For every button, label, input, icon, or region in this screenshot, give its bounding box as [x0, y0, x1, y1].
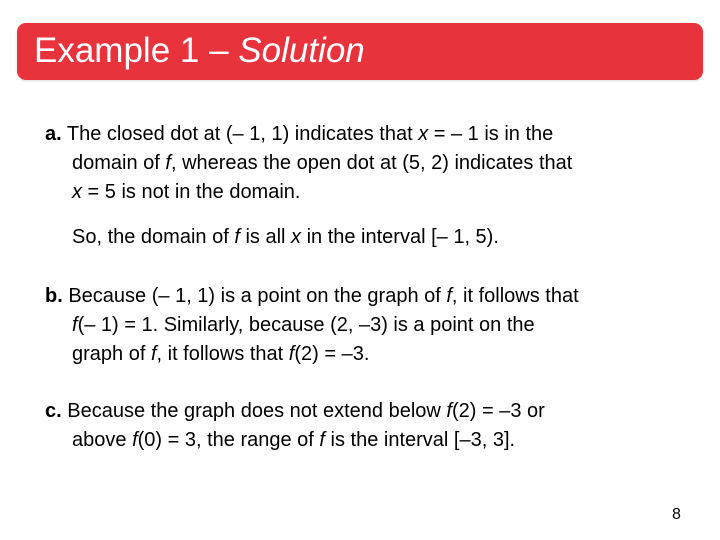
- part-c-line-2: [45, 426, 545, 455]
- part-c-paragraph: [45, 397, 545, 455]
- slide-title: [34, 31, 365, 71]
- part-b-text: (– 1) = 1. Similarly, because (2, –3) is a point on the: [77, 314, 535, 336]
- part-a-label: a.: [45, 123, 62, 145]
- part-c-text: Because the graph does not extend below: [61, 400, 447, 422]
- conclusion-text: is all: [239, 226, 292, 248]
- part-b-text: , it follows that: [156, 343, 289, 365]
- title-bar: [17, 23, 703, 80]
- part-a-var: x: [72, 181, 82, 203]
- part-b-text: (2) = –3.: [294, 343, 370, 365]
- part-a-line-2: [45, 149, 572, 178]
- part-c-text: is the interval [–3, 3].: [324, 429, 516, 451]
- part-c-line-1: [45, 397, 545, 426]
- part-b-line-2: [45, 311, 579, 340]
- part-b-paragraph: [45, 282, 579, 369]
- part-a-text: domain of: [72, 152, 166, 174]
- conclusion-text: So, the domain of: [72, 226, 235, 248]
- part-b-var: f: [446, 285, 452, 307]
- part-a-line-1: [45, 120, 572, 149]
- part-a-text: , whereas the open dot at (5, 2) indicates that: [170, 152, 573, 174]
- part-b-line-1: [45, 282, 579, 311]
- part-c-text: above: [72, 429, 133, 451]
- part-b-text: graph of: [72, 343, 151, 365]
- part-a-text: = 5 is not in the domain.: [82, 181, 301, 203]
- part-b-var: f: [150, 343, 157, 365]
- conclusion-var: f: [234, 226, 240, 248]
- conclusion-var: x: [291, 226, 302, 248]
- part-c-text: (2) = –3 or: [451, 400, 545, 422]
- page-number: 8: [672, 506, 681, 523]
- part-a-text: = – 1 is in the: [428, 123, 554, 145]
- slide-title-italic: Solution: [238, 31, 365, 70]
- part-b-var: f: [72, 314, 78, 336]
- part-a-conclusion: [72, 223, 499, 252]
- part-a-var: x: [418, 123, 429, 145]
- part-c-var: f: [446, 400, 452, 422]
- part-b-text: , it follows that: [451, 285, 579, 307]
- part-a-conclusion-line: [72, 223, 499, 252]
- part-c-label: c.: [45, 400, 62, 422]
- part-a-line-3: [45, 178, 572, 207]
- part-c-var: f: [319, 429, 325, 451]
- part-b-label: b.: [45, 285, 63, 307]
- part-b-text: Because (– 1, 1) is a point on the graph of: [62, 285, 447, 307]
- part-b-line-3: [45, 340, 579, 369]
- conclusion-text: in the interval [– 1, 5).: [301, 226, 499, 248]
- part-a-paragraph: [45, 120, 572, 207]
- part-c-var: f: [132, 429, 138, 451]
- part-b-var: f: [288, 343, 295, 365]
- part-c-text: (0) = 3, the range of: [137, 429, 320, 451]
- part-a-text: The closed dot at (– 1, 1) indicates that: [61, 123, 419, 145]
- slide-title-main: Example 1 –: [34, 31, 239, 70]
- part-a-var: f: [165, 152, 171, 174]
